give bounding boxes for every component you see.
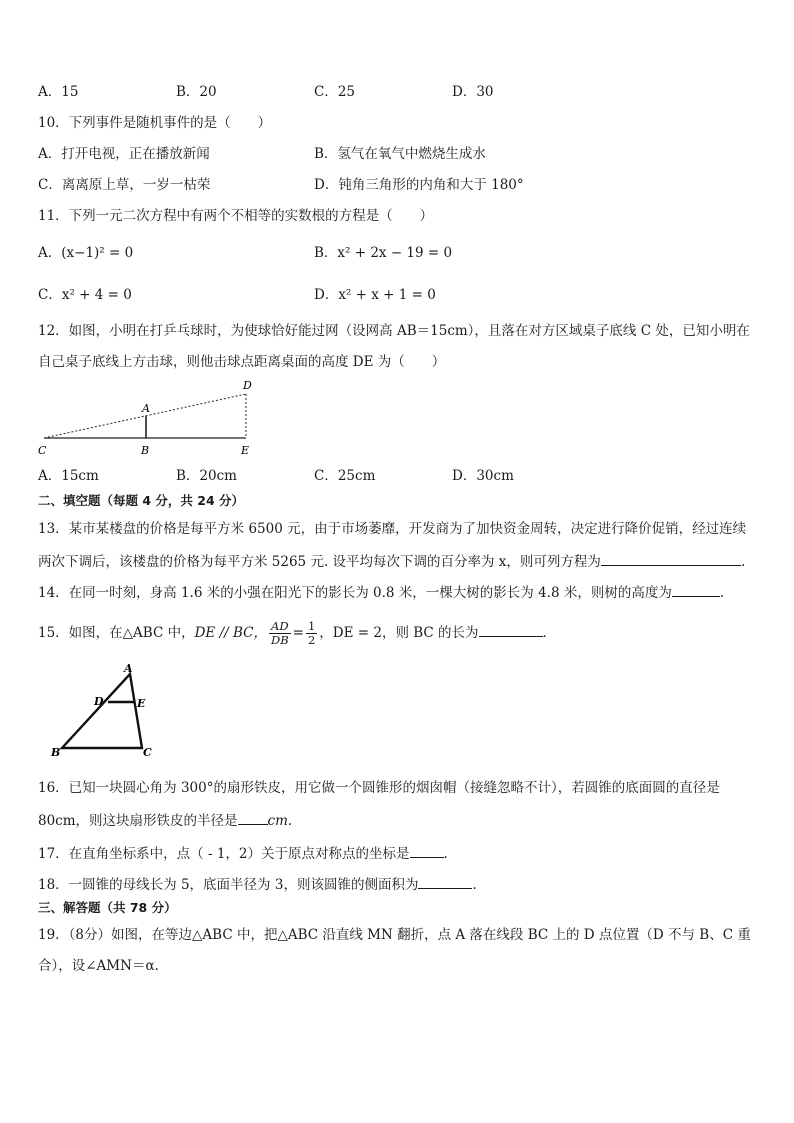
q15-equals: =: [292, 625, 304, 641]
q14-stem: 14．在同一时刻，身高 1.6 米的小强在阳光下的影长为 0.8 米，一棵大树的影长为 4.8 米，则树的高度为 .: [38, 582, 724, 602]
q15-ratio-fraction: [269, 620, 291, 647]
q16-unit: cm.: [267, 813, 293, 829]
q15-label-e: E: [137, 697, 146, 710]
q9-option-d: D．30: [452, 84, 494, 100]
q11-option-b: B．x² + 2x − 19 = 0: [314, 245, 453, 261]
q10-stem: 10．下列事件是随机事件的是（ ）: [38, 115, 272, 131]
q18-stem-text: 18．一圆锥的母线长为 5，底面半径为 3，则该圆锥的侧面积为: [38, 877, 419, 893]
q12-label-a: A: [142, 402, 150, 415]
q15-ratio-numerator: AD: [269, 620, 291, 634]
q10-option-d: D．钝角三角形的内角和大于 180°: [314, 177, 524, 193]
q12-label-d: D: [243, 379, 252, 392]
q14-stem-text: 14．在同一时刻，身高 1.6 米的小强在阳光下的影长为 0.8 米，一棵大树的影长为 4.8 米，则树的高度为: [38, 585, 672, 601]
q15-ratio-denominator: DB: [270, 633, 289, 647]
q16-stem-line2a: 80cm，则这块扇形铁皮的半径是: [38, 813, 238, 829]
q15-half-denominator: 2: [307, 633, 316, 647]
q12-label-c: C: [38, 444, 47, 457]
q9-option-a: A．15: [38, 84, 79, 100]
q15-label-a: A: [124, 662, 133, 675]
q12-figure-table-tennis: [30, 374, 270, 460]
q10-option-c: C．离离原上草，一岁一枯荣: [38, 177, 211, 193]
q12-trajectory-line: [44, 394, 246, 438]
q16-stem-line1: 16．已知一块圆心角为 300°的扇形铁皮，用它做一个圆锥形的烟囱帽（接缝忽略不计），若圆锥的底面圆的直径是: [38, 780, 720, 796]
q19-stem-line2: 合），设∠AMN＝α.: [38, 958, 159, 974]
q10-option-a: A．打开电视，正在播放新闻: [38, 146, 210, 162]
q15-label-d: D: [94, 695, 104, 708]
q12-option-a: A．15cm: [38, 468, 99, 484]
q11-option-c: C．x² + 4 = 0: [38, 287, 132, 303]
q12-stem-line2: 自己桌子底线上方击球，则他击球点距离桌面的高度 DE 为（ ）: [38, 354, 446, 370]
q17-answer-blank[interactable]: [410, 843, 444, 858]
section-2-title: 二、填空题（每题 4 分，共 24 分）: [38, 493, 245, 508]
q12-label-b: B: [141, 444, 150, 457]
q12-label-e: E: [241, 444, 250, 457]
q15-figure-triangle: [46, 662, 166, 762]
q10-option-b: B．氢气在氧气中燃烧生成水: [314, 146, 486, 162]
q13-stem-line1: 13．某市某楼盘的价格是每平方米 6500 元，由于市场萎靡，开发商为了加快资金周转，决定进行降价促销，经过连续: [38, 521, 747, 537]
q9-option-b: B．20: [176, 84, 217, 100]
q15-label-b: B: [51, 746, 61, 759]
q12-option-c: C．25cm: [314, 468, 376, 484]
q12-option-b: B．20cm: [176, 468, 237, 484]
q16-stem-line2: [38, 810, 292, 830]
q15-half-fraction: [306, 620, 317, 647]
q9-option-c: C．25: [314, 84, 356, 100]
q17-stem: 17．在直角坐标系中，点（ - 1，2）关于原点对称点的坐标是 .: [38, 843, 448, 863]
q15-stem-part1: 15．如图，在△ABC 中，: [38, 625, 195, 641]
q12-stem-line1: 12．如图，小明在打乒乓球时，为使球恰好能过网（设网高 AB＝15cm），且落在对方区域桌子底线 C 处，已知小明在: [38, 323, 750, 339]
q18-stem: 18．一圆锥的母线长为 5，底面半径为 3，则该圆锥的侧面积为 .: [38, 874, 477, 894]
q15-stem-part3: ，DE = 2，则 BC 的长为: [319, 625, 479, 641]
q15-stem: 15．如图，在△ABC 中，DE // BC， $\frac{AD}{DB}$ = $\frac{1}{2}$ ，DE = 2，则 BC 的长为 ．: [38, 619, 557, 647]
section-3-title: 三、解答题（共 78 分）: [38, 900, 177, 915]
q12-option-d: D．30cm: [452, 468, 514, 484]
q15-label-c: C: [143, 746, 152, 759]
q15-stem-part2: DE // BC，: [194, 625, 267, 641]
q15-answer-blank[interactable]: [479, 622, 543, 637]
q18-answer-blank[interactable]: [418, 874, 472, 889]
q16-answer-blank[interactable]: [238, 810, 268, 825]
q11-option-d: D．x² + x + 1 = 0: [314, 287, 436, 303]
q15-half-numerator: 1: [307, 619, 316, 633]
q11-option-a: A．(x−1)² = 0: [38, 245, 134, 261]
q11-stem: 11．下列一元二次方程中有两个不相等的实数根的方程是（ ）: [38, 208, 434, 224]
q17-stem-text: 17．在直角坐标系中，点（ - 1，2）关于原点对称点的坐标是: [38, 846, 410, 862]
q13-answer-blank[interactable]: [601, 551, 741, 566]
q19-stem-line1: 19．（8分）如图，在等边△ABC 中，把△ABC 沿直线 MN 翻折，点 A 落在线段 BC 上的 D 点位置（D 不与 B、C 重: [38, 927, 751, 943]
q14-answer-blank[interactable]: [672, 582, 720, 597]
q15-triangle-abc: [62, 674, 142, 748]
q13-stem-line2-text: 两次下调后，该楼盘的价格为每平方米 5265 元. 设平均每次下调的百分率为 x，则可列方程为: [38, 554, 601, 570]
q13-stem-line2: 两次下调后，该楼盘的价格为每平方米 5265 元. 设平均每次下调的百分率为 x，则可列方程为 .: [38, 551, 745, 571]
